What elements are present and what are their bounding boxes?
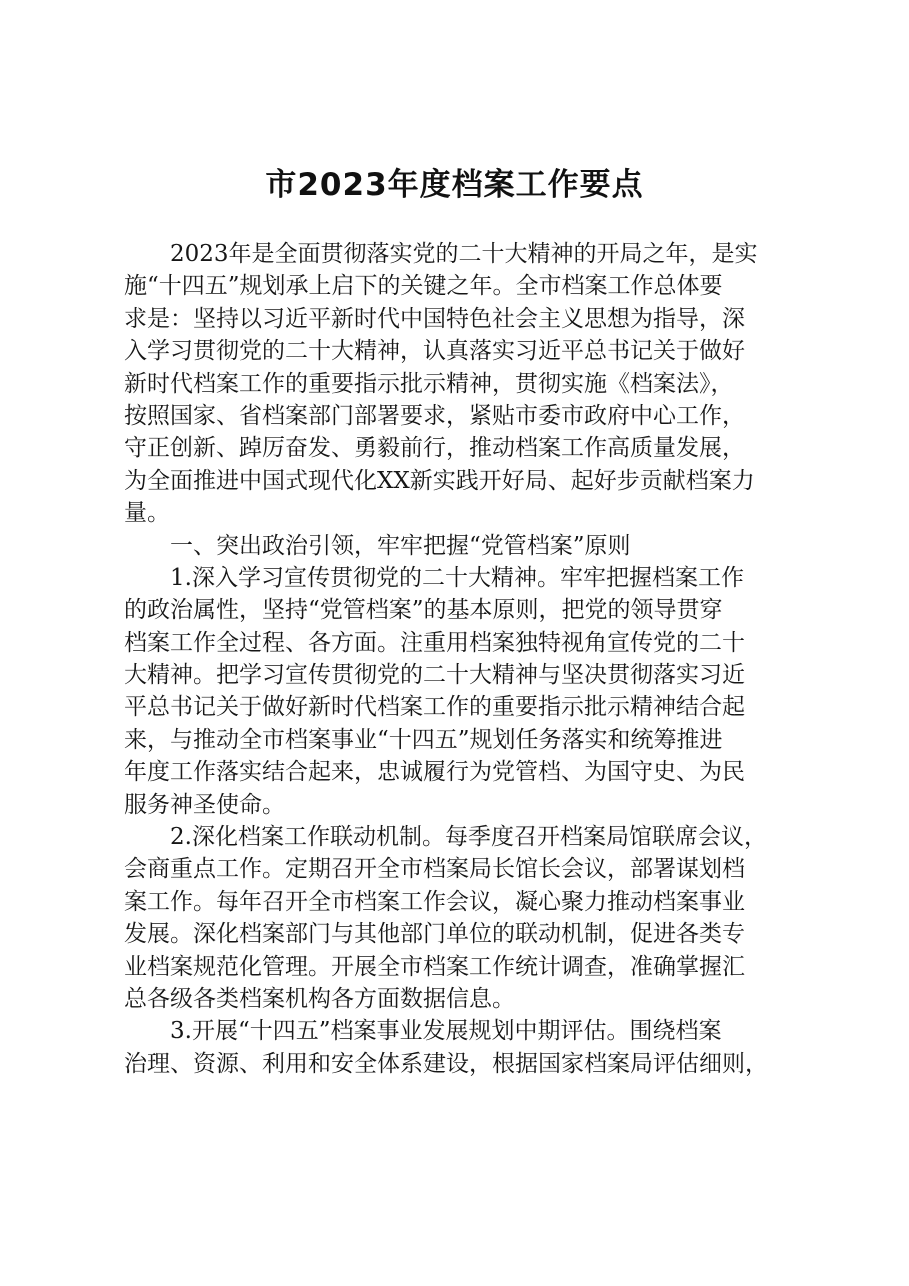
text-line: 施“十四五”规划承上启下的关键之年。全市档案工作总体要 bbox=[124, 273, 723, 300]
text-line: 量。 bbox=[124, 500, 170, 527]
text-line: 来，与推动全市档案事业“十四五”规划任务落实和统筹推进 bbox=[124, 726, 723, 753]
text-line: 守正创新、踔厉奋发、勇毅前行，推动档案工作高质量发展， bbox=[124, 435, 745, 462]
text-line: 新时代档案工作的重要指示批示精神，贯彻实施《档案法》， bbox=[124, 370, 734, 397]
text-line: 案工作。每年召开全市档案工作会议，凝心聚力推动档案事业 bbox=[124, 888, 745, 915]
document-title: 市2023年度档案工作要点 bbox=[265, 167, 644, 203]
document-body bbox=[124, 238, 790, 1080]
text-line: 为全面推进中国式现代化XX新实践开好局、起好步贡献档案力 bbox=[124, 467, 755, 494]
text-line: 入学习贯彻党的二十大精神，认真落实习近平总书记关于做好 bbox=[124, 338, 745, 365]
text-line: 服务神圣使命。 bbox=[124, 791, 285, 818]
text-line: 按照国家、省档案部门部署要求，紧贴市委市政府中心工作， bbox=[124, 402, 745, 429]
text-line: 发展。深化档案部门与其他部门单位的联动机制，促进各类专 bbox=[124, 921, 745, 948]
text-line: 1.深入学习宣传贯彻党的二十大精神。牢牢把握档案工作 bbox=[170, 564, 744, 591]
text-line: 大精神。把学习宣传贯彻党的二十大精神与坚决贯彻落实习近 bbox=[124, 662, 745, 689]
text-line: 的政治属性，坚持“党管档案”的基本原则，把党的领导贯穿 bbox=[124, 597, 723, 624]
text-line: 年度工作落实结合起来，忠诚履行为党管档、为国守史、为民 bbox=[124, 759, 745, 786]
text-line: 2.深化档案工作联动机制。每季度召开档案局馆联席会议， bbox=[170, 824, 767, 851]
text-line: 平总书记关于做好新时代档案工作的重要指示批示精神结合起 bbox=[124, 694, 745, 721]
text-line: 治理、资源、利用和安全体系建设，根据国家档案局评估细则， bbox=[124, 1050, 768, 1077]
text-line: 2023年是全面贯彻落实党的二十大精神的开局之年，是实 bbox=[170, 241, 758, 267]
text-line: 总各级各类档案机构各方面数据信息。 bbox=[124, 985, 515, 1012]
section-heading: 一、突出政治引领，牢牢把握“党管档案”原则 bbox=[170, 532, 631, 559]
text-line: 会商重点工作。定期召开全市档案局长馆长会议，部署谋划档 bbox=[124, 856, 745, 883]
text-line: 业档案规范化管理。开展全市档案工作统计调查，准确掌握汇 bbox=[124, 953, 745, 980]
text-line: 档案工作全过程、各方面。注重用档案独特视角宣传党的二十 bbox=[124, 629, 745, 656]
text-line: 求是：坚持以习近平新时代中国特色社会主义思想为指导，深 bbox=[124, 305, 745, 332]
text-line: 3.开展“十四五”档案事业发展规划中期评估。围绕档案 bbox=[170, 1018, 722, 1045]
